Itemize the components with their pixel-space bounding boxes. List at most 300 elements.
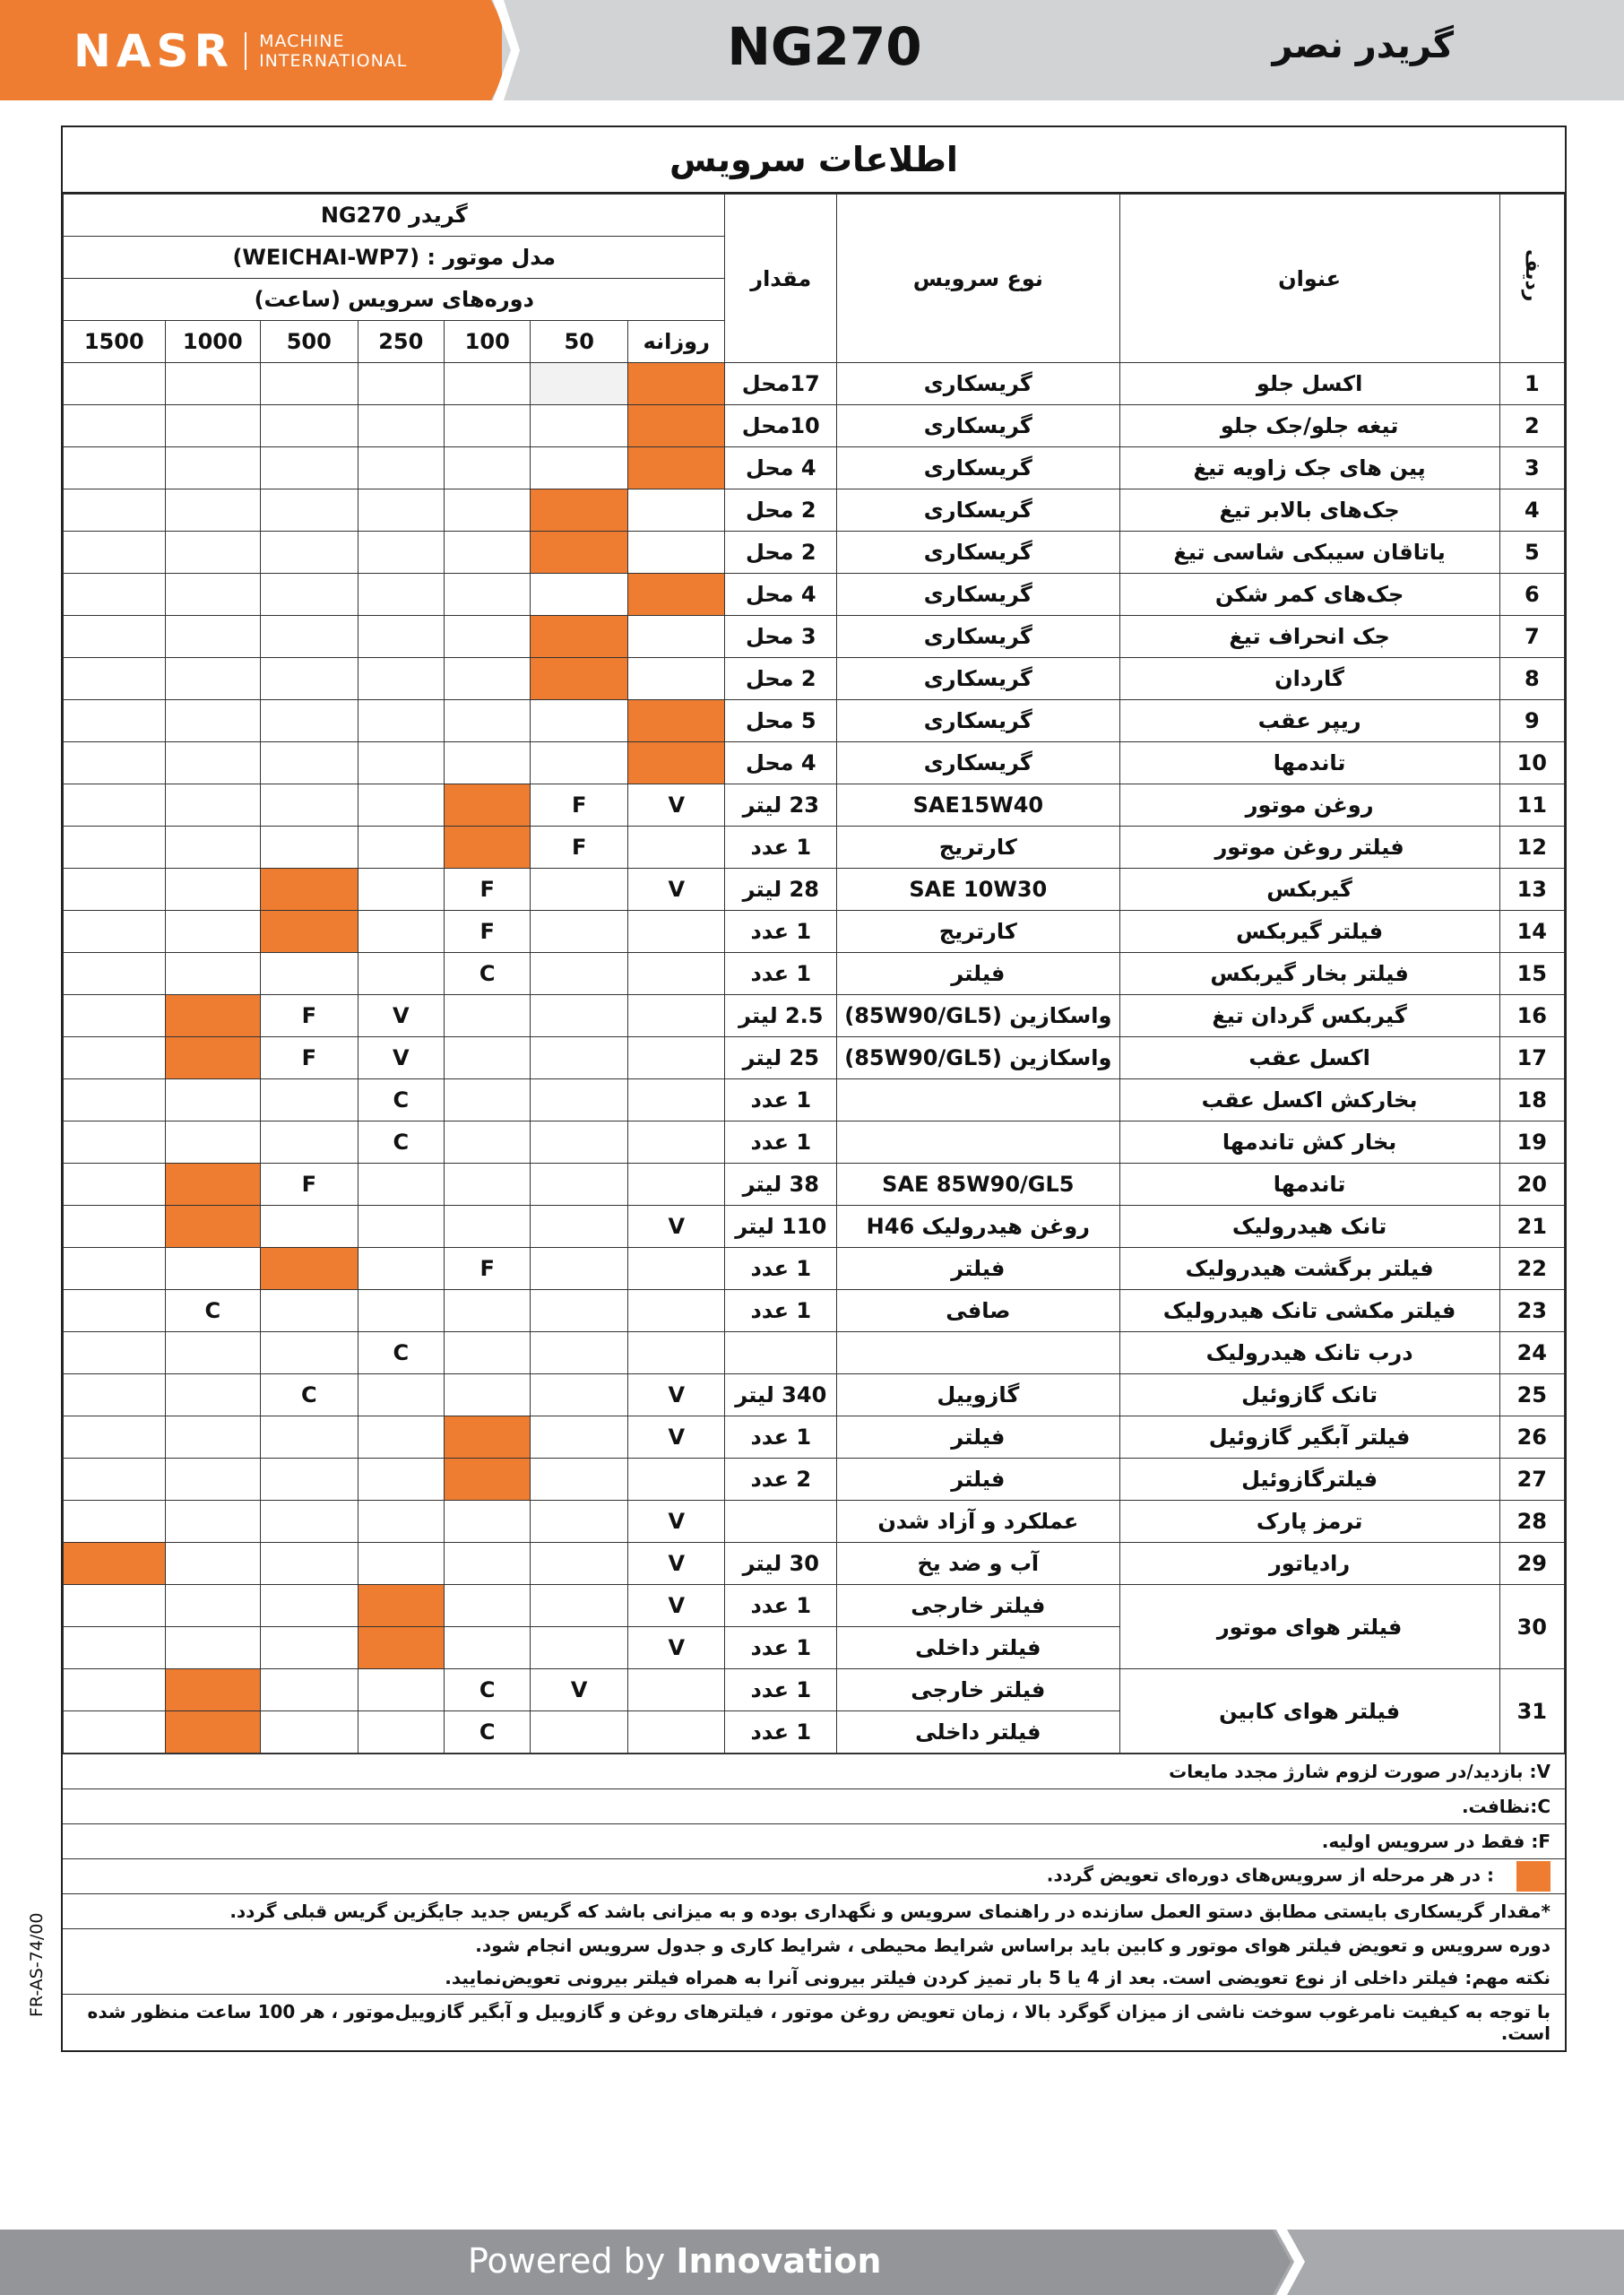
amount-cell: 1 عدد — [725, 1416, 837, 1459]
replace-marker — [627, 363, 725, 405]
service-cell: گریسکاری — [837, 700, 1120, 742]
table-row — [64, 1290, 1565, 1332]
empty-cell — [531, 1585, 628, 1627]
empty-cell — [358, 1248, 444, 1290]
table-title: اطلاعات سرویس — [63, 127, 1565, 194]
table-row — [64, 1585, 1565, 1627]
empty-cell — [531, 869, 628, 911]
empty-cell — [445, 447, 531, 489]
interval-mark: V — [358, 995, 444, 1037]
replace-marker — [445, 784, 531, 827]
title-cell: فیلتر هوای موتور — [1119, 1585, 1499, 1669]
empty-cell — [261, 1206, 358, 1248]
row-number: 24 — [1499, 1332, 1564, 1374]
empty-cell — [261, 827, 358, 869]
empty-cell — [261, 1290, 358, 1332]
empty-cell — [627, 1037, 725, 1079]
empty-cell — [627, 1332, 725, 1374]
logo-sub-international: INTERNATIONAL — [259, 51, 408, 71]
col-row-label: ردیف — [1520, 249, 1543, 302]
empty-cell — [64, 489, 166, 532]
empty-cell — [627, 1711, 725, 1754]
empty-cell — [165, 405, 261, 447]
interval-mark: V — [358, 1037, 444, 1079]
service-cell: فیلتر — [837, 1416, 1120, 1459]
interval-mark: V — [627, 1585, 725, 1627]
row-number: 27 — [1499, 1459, 1564, 1501]
empty-cell — [358, 405, 444, 447]
service-cell: کارتریج — [837, 911, 1120, 953]
title-cell: فیلتر روغن موتور — [1119, 827, 1499, 869]
empty-cell — [531, 995, 628, 1037]
empty-cell — [358, 1206, 444, 1248]
empty-cell — [261, 1079, 358, 1122]
legend-note-fuel: با توجه به کیفیت نامرغوب سوخت ناشی از میزان گوگرد بالا ، زمان تعویض روغن موتور ، فیلترهای روغن و گازوییل و آبگیر گازوییل‌موتور ، هر 100 ساعت منظور شده است. — [63, 1995, 1565, 2051]
amount-cell: 1 عدد — [725, 1248, 837, 1290]
interval-mark: F — [261, 995, 358, 1037]
service-cell: واسکازین (85W90/GL5) — [837, 995, 1120, 1037]
title-cell: جک‌های کمر شکن — [1119, 574, 1499, 616]
empty-cell — [531, 1627, 628, 1669]
replace-marker — [627, 742, 725, 784]
empty-cell — [531, 574, 628, 616]
shaded-cell — [531, 363, 628, 405]
empty-cell — [358, 658, 444, 700]
machine-label: گریدر NG270 — [64, 195, 725, 237]
service-cell: روغن هیدرولیک H46 — [837, 1206, 1120, 1248]
replace-marker — [531, 658, 628, 700]
empty-cell — [358, 953, 444, 995]
replace-marker — [64, 1543, 166, 1585]
empty-cell — [261, 1501, 358, 1543]
empty-cell — [165, 1501, 261, 1543]
empty-cell — [627, 532, 725, 574]
footer-powered: Powered by — [468, 2241, 666, 2281]
table-row — [64, 700, 1565, 742]
empty-cell — [445, 1585, 531, 1627]
empty-cell — [261, 1711, 358, 1754]
empty-cell — [261, 658, 358, 700]
service-cell: گریسکاری — [837, 658, 1120, 700]
empty-cell — [531, 1416, 628, 1459]
row-number: 22 — [1499, 1248, 1564, 1290]
amount-cell: 1 عدد — [725, 1122, 837, 1164]
empty-cell — [64, 827, 166, 869]
logo-sub-machine: MACHINE — [259, 31, 345, 51]
empty-cell — [445, 1122, 531, 1164]
amount-cell: 1 عدد — [725, 911, 837, 953]
footer-slogan — [468, 2241, 881, 2281]
empty-cell — [445, 1079, 531, 1122]
interval-mark: F — [445, 869, 531, 911]
table-row — [64, 1416, 1565, 1459]
table-row — [64, 1248, 1565, 1290]
replace-marker — [358, 1627, 444, 1669]
replace-marker — [627, 447, 725, 489]
interval-header: 500 — [261, 321, 358, 363]
empty-cell — [261, 1669, 358, 1711]
legend-orange-text: : در هر مرحله از سرویس‌های دوره‌ای تعویض گردد. — [1046, 1864, 1500, 1886]
interval-header: 1000 — [165, 321, 261, 363]
row-number: 17 — [1499, 1037, 1564, 1079]
empty-cell — [445, 1206, 531, 1248]
interval-mark: V — [627, 1416, 725, 1459]
empty-cell — [445, 532, 531, 574]
interval-mark: C — [445, 1711, 531, 1754]
service-cell: گریسکاری — [837, 447, 1120, 489]
empty-cell — [445, 658, 531, 700]
col-service-header: نوع سرویس — [837, 195, 1120, 363]
service-cell: گازوییل — [837, 1374, 1120, 1416]
empty-cell — [261, 1585, 358, 1627]
title-cell: فیلتر برگشت هیدرولیک — [1119, 1248, 1499, 1290]
empty-cell — [64, 1206, 166, 1248]
empty-cell — [261, 784, 358, 827]
empty-cell — [165, 742, 261, 784]
amount-cell: 2 عدد — [725, 1459, 837, 1501]
empty-cell — [64, 1459, 166, 1501]
empty-cell — [358, 1501, 444, 1543]
service-cell — [837, 1332, 1120, 1374]
amount-cell: 1 عدد — [725, 1711, 837, 1754]
amount-cell: 38 لیتر — [725, 1164, 837, 1206]
empty-cell — [261, 574, 358, 616]
interval-mark: V — [627, 784, 725, 827]
interval-mark: F — [445, 1248, 531, 1290]
empty-cell — [358, 1290, 444, 1332]
replace-marker — [165, 1037, 261, 1079]
empty-cell — [64, 1290, 166, 1332]
service-cell: واسکازین (85W90/GL5) — [837, 1037, 1120, 1079]
empty-cell — [445, 742, 531, 784]
empty-cell — [531, 447, 628, 489]
table-row — [64, 574, 1565, 616]
table-row — [64, 658, 1565, 700]
legend-v: V: بازدید/در صورت لزوم شارژ مجدد مایعات — [63, 1754, 1565, 1789]
empty-cell — [165, 1122, 261, 1164]
row-number: 8 — [1499, 658, 1564, 700]
logo-separator — [245, 32, 246, 70]
interval-header: 1500 — [64, 321, 166, 363]
empty-cell — [531, 1501, 628, 1543]
empty-cell — [64, 953, 166, 995]
empty-cell — [165, 532, 261, 574]
empty-cell — [531, 1459, 628, 1501]
empty-cell — [165, 1332, 261, 1374]
empty-cell — [165, 574, 261, 616]
row-number: 11 — [1499, 784, 1564, 827]
replace-marker — [165, 995, 261, 1037]
table-row — [64, 405, 1565, 447]
table-row — [64, 1332, 1565, 1374]
row-number: 30 — [1499, 1585, 1564, 1669]
empty-cell — [358, 574, 444, 616]
empty-cell — [358, 1164, 444, 1206]
empty-cell — [165, 784, 261, 827]
empty-cell — [445, 700, 531, 742]
empty-cell — [627, 1290, 725, 1332]
empty-cell — [358, 616, 444, 658]
legend-note-important: نکته مهم: فیلتر داخلی از نوع تعویضی است. بعد از 4 یا 5 بار تمیز کردن فیلتر بیرونی آنرا به همراه فیلتر بیرونی تعویض‌نمایید. — [445, 1967, 1551, 1988]
empty-cell — [627, 658, 725, 700]
amount-cell: 5 محل — [725, 700, 837, 742]
row-number: 10 — [1499, 742, 1564, 784]
empty-cell — [261, 447, 358, 489]
amount-cell: 2 محل — [725, 658, 837, 700]
empty-cell — [165, 1079, 261, 1122]
title-cell: فیلتر گیربکس — [1119, 911, 1499, 953]
amount-cell: 1 عدد — [725, 827, 837, 869]
replace-marker — [445, 1416, 531, 1459]
empty-cell — [261, 363, 358, 405]
table-row — [64, 869, 1565, 911]
replace-marker — [261, 869, 358, 911]
row-number: 14 — [1499, 911, 1564, 953]
table-row — [64, 1037, 1565, 1079]
empty-cell — [165, 616, 261, 658]
row-number: 7 — [1499, 616, 1564, 658]
empty-cell — [64, 700, 166, 742]
empty-cell — [445, 616, 531, 658]
empty-cell — [445, 1374, 531, 1416]
row-number: 16 — [1499, 995, 1564, 1037]
table-row — [64, 1206, 1565, 1248]
amount-cell: 3 محل — [725, 616, 837, 658]
empty-cell — [358, 784, 444, 827]
empty-cell — [261, 1459, 358, 1501]
interval-mark: V — [627, 1206, 725, 1248]
empty-cell — [627, 827, 725, 869]
replace-marker — [165, 1206, 261, 1248]
service-cell — [837, 1079, 1120, 1122]
row-number: 3 — [1499, 447, 1564, 489]
empty-cell — [627, 1164, 725, 1206]
empty-cell — [531, 1122, 628, 1164]
empty-cell — [64, 1711, 166, 1754]
empty-cell — [165, 827, 261, 869]
row-number: 5 — [1499, 532, 1564, 574]
row-number: 21 — [1499, 1206, 1564, 1248]
interval-mark: F — [531, 784, 628, 827]
interval-mark: C — [358, 1079, 444, 1122]
table-row — [64, 1459, 1565, 1501]
empty-cell — [165, 363, 261, 405]
empty-cell — [445, 1332, 531, 1374]
empty-cell — [627, 1248, 725, 1290]
replace-marker — [531, 489, 628, 532]
row-number: 12 — [1499, 827, 1564, 869]
row-number: 18 — [1499, 1079, 1564, 1122]
title-cell: تانک هیدرولیک — [1119, 1206, 1499, 1248]
empty-cell — [627, 616, 725, 658]
empty-cell — [64, 1079, 166, 1122]
title-cell: تانک گازوئیل — [1119, 1374, 1499, 1416]
empty-cell — [261, 616, 358, 658]
service-cell: کارتریج — [837, 827, 1120, 869]
empty-cell — [165, 911, 261, 953]
title-cell: رادیاتور — [1119, 1543, 1499, 1585]
title-cell: درب تانک هیدرولیک — [1119, 1332, 1499, 1374]
title-cell: روغن موتور — [1119, 784, 1499, 827]
empty-cell — [627, 995, 725, 1037]
empty-cell — [64, 658, 166, 700]
empty-cell — [445, 1627, 531, 1669]
amount-cell: 2.5 لیتر — [725, 995, 837, 1037]
title-cell: فیلتر بخار گیربکس — [1119, 953, 1499, 995]
empty-cell — [64, 742, 166, 784]
table-row — [64, 1079, 1565, 1122]
empty-cell — [445, 1501, 531, 1543]
replace-marker — [261, 1248, 358, 1290]
empty-cell — [261, 489, 358, 532]
service-info-panel — [61, 126, 1567, 2052]
empty-cell — [165, 1374, 261, 1416]
empty-cell — [445, 1543, 531, 1585]
table-row — [64, 1669, 1565, 1711]
interval-mark: C — [358, 1122, 444, 1164]
empty-cell — [358, 1459, 444, 1501]
service-cell: گریسکاری — [837, 405, 1120, 447]
title-cell: تاندمها — [1119, 1164, 1499, 1206]
service-cell: فیلتر خارجی — [837, 1585, 1120, 1627]
interval-mark: V — [627, 1374, 725, 1416]
empty-cell — [64, 447, 166, 489]
empty-cell — [64, 784, 166, 827]
table-row — [64, 1164, 1565, 1206]
empty-cell — [358, 1374, 444, 1416]
empty-cell — [358, 700, 444, 742]
interval-header: 100 — [445, 321, 531, 363]
empty-cell — [531, 405, 628, 447]
service-table — [63, 194, 1565, 1754]
empty-cell — [64, 616, 166, 658]
empty-cell — [64, 574, 166, 616]
row-number: 29 — [1499, 1543, 1564, 1585]
empty-cell — [531, 1332, 628, 1374]
title-cell: فیلتر آبگیر گازوئیل — [1119, 1416, 1499, 1459]
empty-cell — [445, 995, 531, 1037]
title-cell: فیلترگازوئیل — [1119, 1459, 1499, 1501]
table-row — [64, 1374, 1565, 1416]
title-cell: تیغه جلو/جک جلو — [1119, 405, 1499, 447]
amount-cell: 2 محل — [725, 532, 837, 574]
empty-cell — [531, 1079, 628, 1122]
service-cell: گریسکاری — [837, 616, 1120, 658]
legend-note-filter: دوره سرویس و تعویض فیلتر هوای موتور و کابین باید براساس شرایط محیطی ، شرایط کاری و جدول سرویس انجام شود. — [63, 1929, 1565, 1962]
amount-cell: 17محل — [725, 363, 837, 405]
empty-cell — [531, 700, 628, 742]
row-number: 28 — [1499, 1501, 1564, 1543]
amount-cell: 110 لیتر — [725, 1206, 837, 1248]
amount-cell: 10محل — [725, 405, 837, 447]
service-cell: گریسکاری — [837, 532, 1120, 574]
empty-cell — [445, 574, 531, 616]
legend-c: C:نظافت. — [63, 1789, 1565, 1824]
amount-cell: 340 لیتر — [725, 1374, 837, 1416]
empty-cell — [261, 1332, 358, 1374]
title-cell: فیلتر مکشی تانک هیدرولیک — [1119, 1290, 1499, 1332]
empty-cell — [64, 1669, 166, 1711]
row-number: 1 — [1499, 363, 1564, 405]
amount-cell: 1 عدد — [725, 1290, 837, 1332]
row-number: 2 — [1499, 405, 1564, 447]
interval-mark: C — [445, 1669, 531, 1711]
empty-cell — [627, 1459, 725, 1501]
row-number: 13 — [1499, 869, 1564, 911]
amount-cell: 25 لیتر — [725, 1037, 837, 1079]
empty-cell — [165, 447, 261, 489]
title-cell: فیلتر هوای کابین — [1119, 1669, 1499, 1754]
empty-cell — [261, 1543, 358, 1585]
table-row — [64, 489, 1565, 532]
empty-cell — [261, 700, 358, 742]
interval-header: 250 — [358, 321, 444, 363]
empty-cell — [627, 489, 725, 532]
interval-mark: C — [358, 1332, 444, 1374]
replace-marker — [531, 616, 628, 658]
empty-cell — [261, 1627, 358, 1669]
empty-cell — [445, 405, 531, 447]
empty-cell — [531, 742, 628, 784]
interval-mark: V — [627, 1501, 725, 1543]
empty-cell — [358, 1711, 444, 1754]
interval-mark: F — [261, 1037, 358, 1079]
empty-cell — [358, 489, 444, 532]
col-row-header — [1499, 195, 1564, 363]
amount-cell: 4 محل — [725, 447, 837, 489]
empty-cell — [358, 911, 444, 953]
empty-cell — [358, 869, 444, 911]
table-row — [64, 784, 1565, 827]
amount-cell: 1 عدد — [725, 1669, 837, 1711]
title-cell: بخارکش اکسل عقب — [1119, 1079, 1499, 1122]
service-cell: گریسکاری — [837, 742, 1120, 784]
service-cell: SAE15W40 — [837, 784, 1120, 827]
empty-cell — [64, 1332, 166, 1374]
title-cell: یاتاقان سیبکی شاسی تیغ — [1119, 532, 1499, 574]
empty-cell — [627, 1122, 725, 1164]
service-cell: SAE 10W30 — [837, 869, 1120, 911]
title-cell: اکسل عقب — [1119, 1037, 1499, 1079]
empty-cell — [165, 658, 261, 700]
interval-mark: V — [627, 1627, 725, 1669]
product-title: گریدر نصر — [1272, 25, 1454, 66]
replace-marker — [627, 574, 725, 616]
model-title: NG270 — [727, 16, 922, 77]
service-cell: فیلتر — [837, 1459, 1120, 1501]
title-cell: گیربکس گردان تیغ — [1119, 995, 1499, 1037]
empty-cell — [165, 1585, 261, 1627]
empty-cell — [531, 1374, 628, 1416]
empty-cell — [531, 1248, 628, 1290]
service-cell: صافی — [837, 1290, 1120, 1332]
interval-mark: C — [445, 953, 531, 995]
service-cell: SAE 85W90/GL5 — [837, 1164, 1120, 1206]
title-cell: بخار کش تاندمها — [1119, 1122, 1499, 1164]
empty-cell — [64, 532, 166, 574]
service-cell: فیلتر — [837, 1248, 1120, 1290]
row-number: 26 — [1499, 1416, 1564, 1459]
empty-cell — [531, 1037, 628, 1079]
replace-marker — [165, 1669, 261, 1711]
legend-note-grease: *مقدار گریسکاری بایستی مطابق دستو العمل سازنده در راهنمای سرویس و نگهداری بوده و به میزانی باشد که گریس جدید جایگزین گریس قبلی گردد. — [63, 1894, 1565, 1929]
interval-mark: F — [531, 827, 628, 869]
row-number: 20 — [1499, 1164, 1564, 1206]
empty-cell — [165, 953, 261, 995]
interval-mark: C — [261, 1374, 358, 1416]
empty-cell — [64, 911, 166, 953]
title-cell: ریپر عقب — [1119, 700, 1499, 742]
